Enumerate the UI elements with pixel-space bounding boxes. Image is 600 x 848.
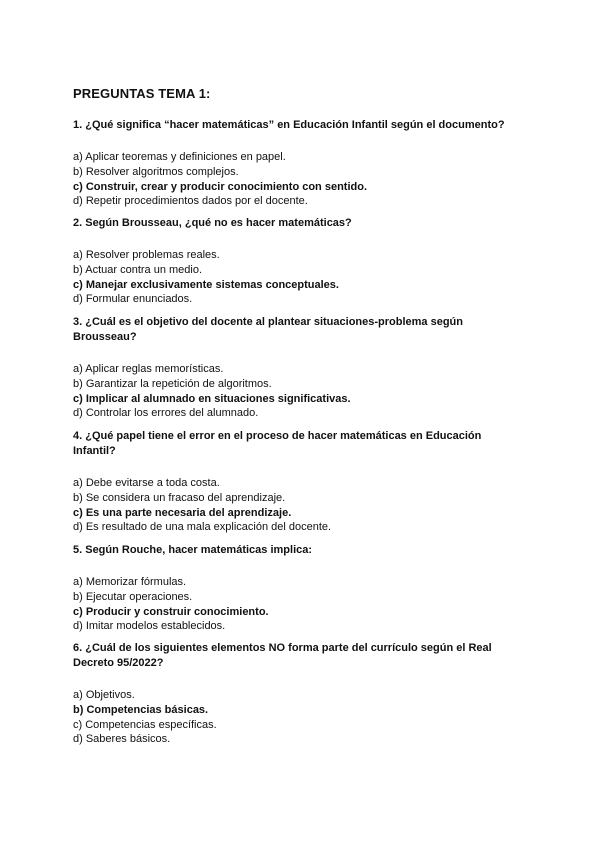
question-4 xyxy=(73,429,523,535)
option-b: b) Competencias básicas. xyxy=(73,703,209,716)
option-b: b) Resolver algoritmos complejos. xyxy=(73,165,239,178)
option-d: d) Saberes básicos. xyxy=(73,733,171,746)
option-d: d) Repetir procedimientos dados por el docente. xyxy=(73,195,308,208)
option-list xyxy=(73,476,523,535)
option-d: d) Controlar los errores del alumnado. xyxy=(73,407,259,420)
question-text: 4. ¿Qué papel tiene el error en el proceso de hacer matemáticas en Educación Infantil? xyxy=(73,430,482,457)
option-a: a) Objetivos. xyxy=(73,689,135,701)
question-text: 2. Según Brousseau, ¿qué no es hacer matemáticas? xyxy=(73,217,352,229)
option-b: b) Se considera un fracaso del aprendizaje. xyxy=(73,491,286,504)
option-list xyxy=(73,688,523,747)
option-b: b) Actuar contra un medio. xyxy=(73,263,203,276)
question-text: 3. ¿Cuál es el objetivo del docente al plantear situaciones-problema según Brousseau? xyxy=(73,316,463,343)
option-b: b) Ejecutar operaciones. xyxy=(73,590,193,603)
option-c: c) Implicar al alumnado en situaciones significativas. xyxy=(73,392,351,405)
question-text: 6. ¿Cuál de los siguientes elementos NO forma parte del currículo según el Real Decreto 95/2022? xyxy=(73,642,492,669)
option-list xyxy=(73,362,523,421)
option-a: a) Aplicar reglas memorísticas. xyxy=(73,363,224,375)
page-title: PREGUNTAS TEMA 1: xyxy=(73,86,211,101)
option-a: a) Debe evitarse a toda costa. xyxy=(73,477,220,489)
option-c: c) Producir y construir conocimiento. xyxy=(73,605,269,618)
option-b: b) Garantizar la repetición de algoritmos. xyxy=(73,377,272,390)
option-d: d) Formular enunciados. xyxy=(73,293,193,306)
question-3 xyxy=(73,315,523,421)
option-d: d) Imitar modelos establecidos. xyxy=(73,620,226,633)
option-list xyxy=(73,575,523,634)
option-c: c) Competencias específicas. xyxy=(73,718,217,731)
question-6 xyxy=(73,641,523,747)
question-text: 1. ¿Qué significa “hacer matemáticas” en Educación Infantil según el documento? xyxy=(73,119,505,131)
option-c: c) Manejar exclusivamente sistemas conceptuales. xyxy=(73,278,339,291)
question-5 xyxy=(73,543,523,634)
option-list xyxy=(73,248,523,307)
question-1 xyxy=(73,118,523,209)
question-2 xyxy=(73,216,523,307)
option-c: c) Es una parte necesaria del aprendizaje. xyxy=(73,506,292,519)
option-a: a) Resolver problemas reales. xyxy=(73,249,220,261)
option-c: c) Construir, crear y producir conocimiento con sentido. xyxy=(73,180,367,193)
option-d: d) Es resultado de una mala explicación del docente. xyxy=(73,521,332,534)
option-list xyxy=(73,150,523,209)
option-a: a) Aplicar teoremas y definiciones en papel. xyxy=(73,151,286,163)
option-a: a) Memorizar fórmulas. xyxy=(73,576,187,588)
question-text: 5. Según Rouche, hacer matemáticas implica: xyxy=(73,544,313,556)
